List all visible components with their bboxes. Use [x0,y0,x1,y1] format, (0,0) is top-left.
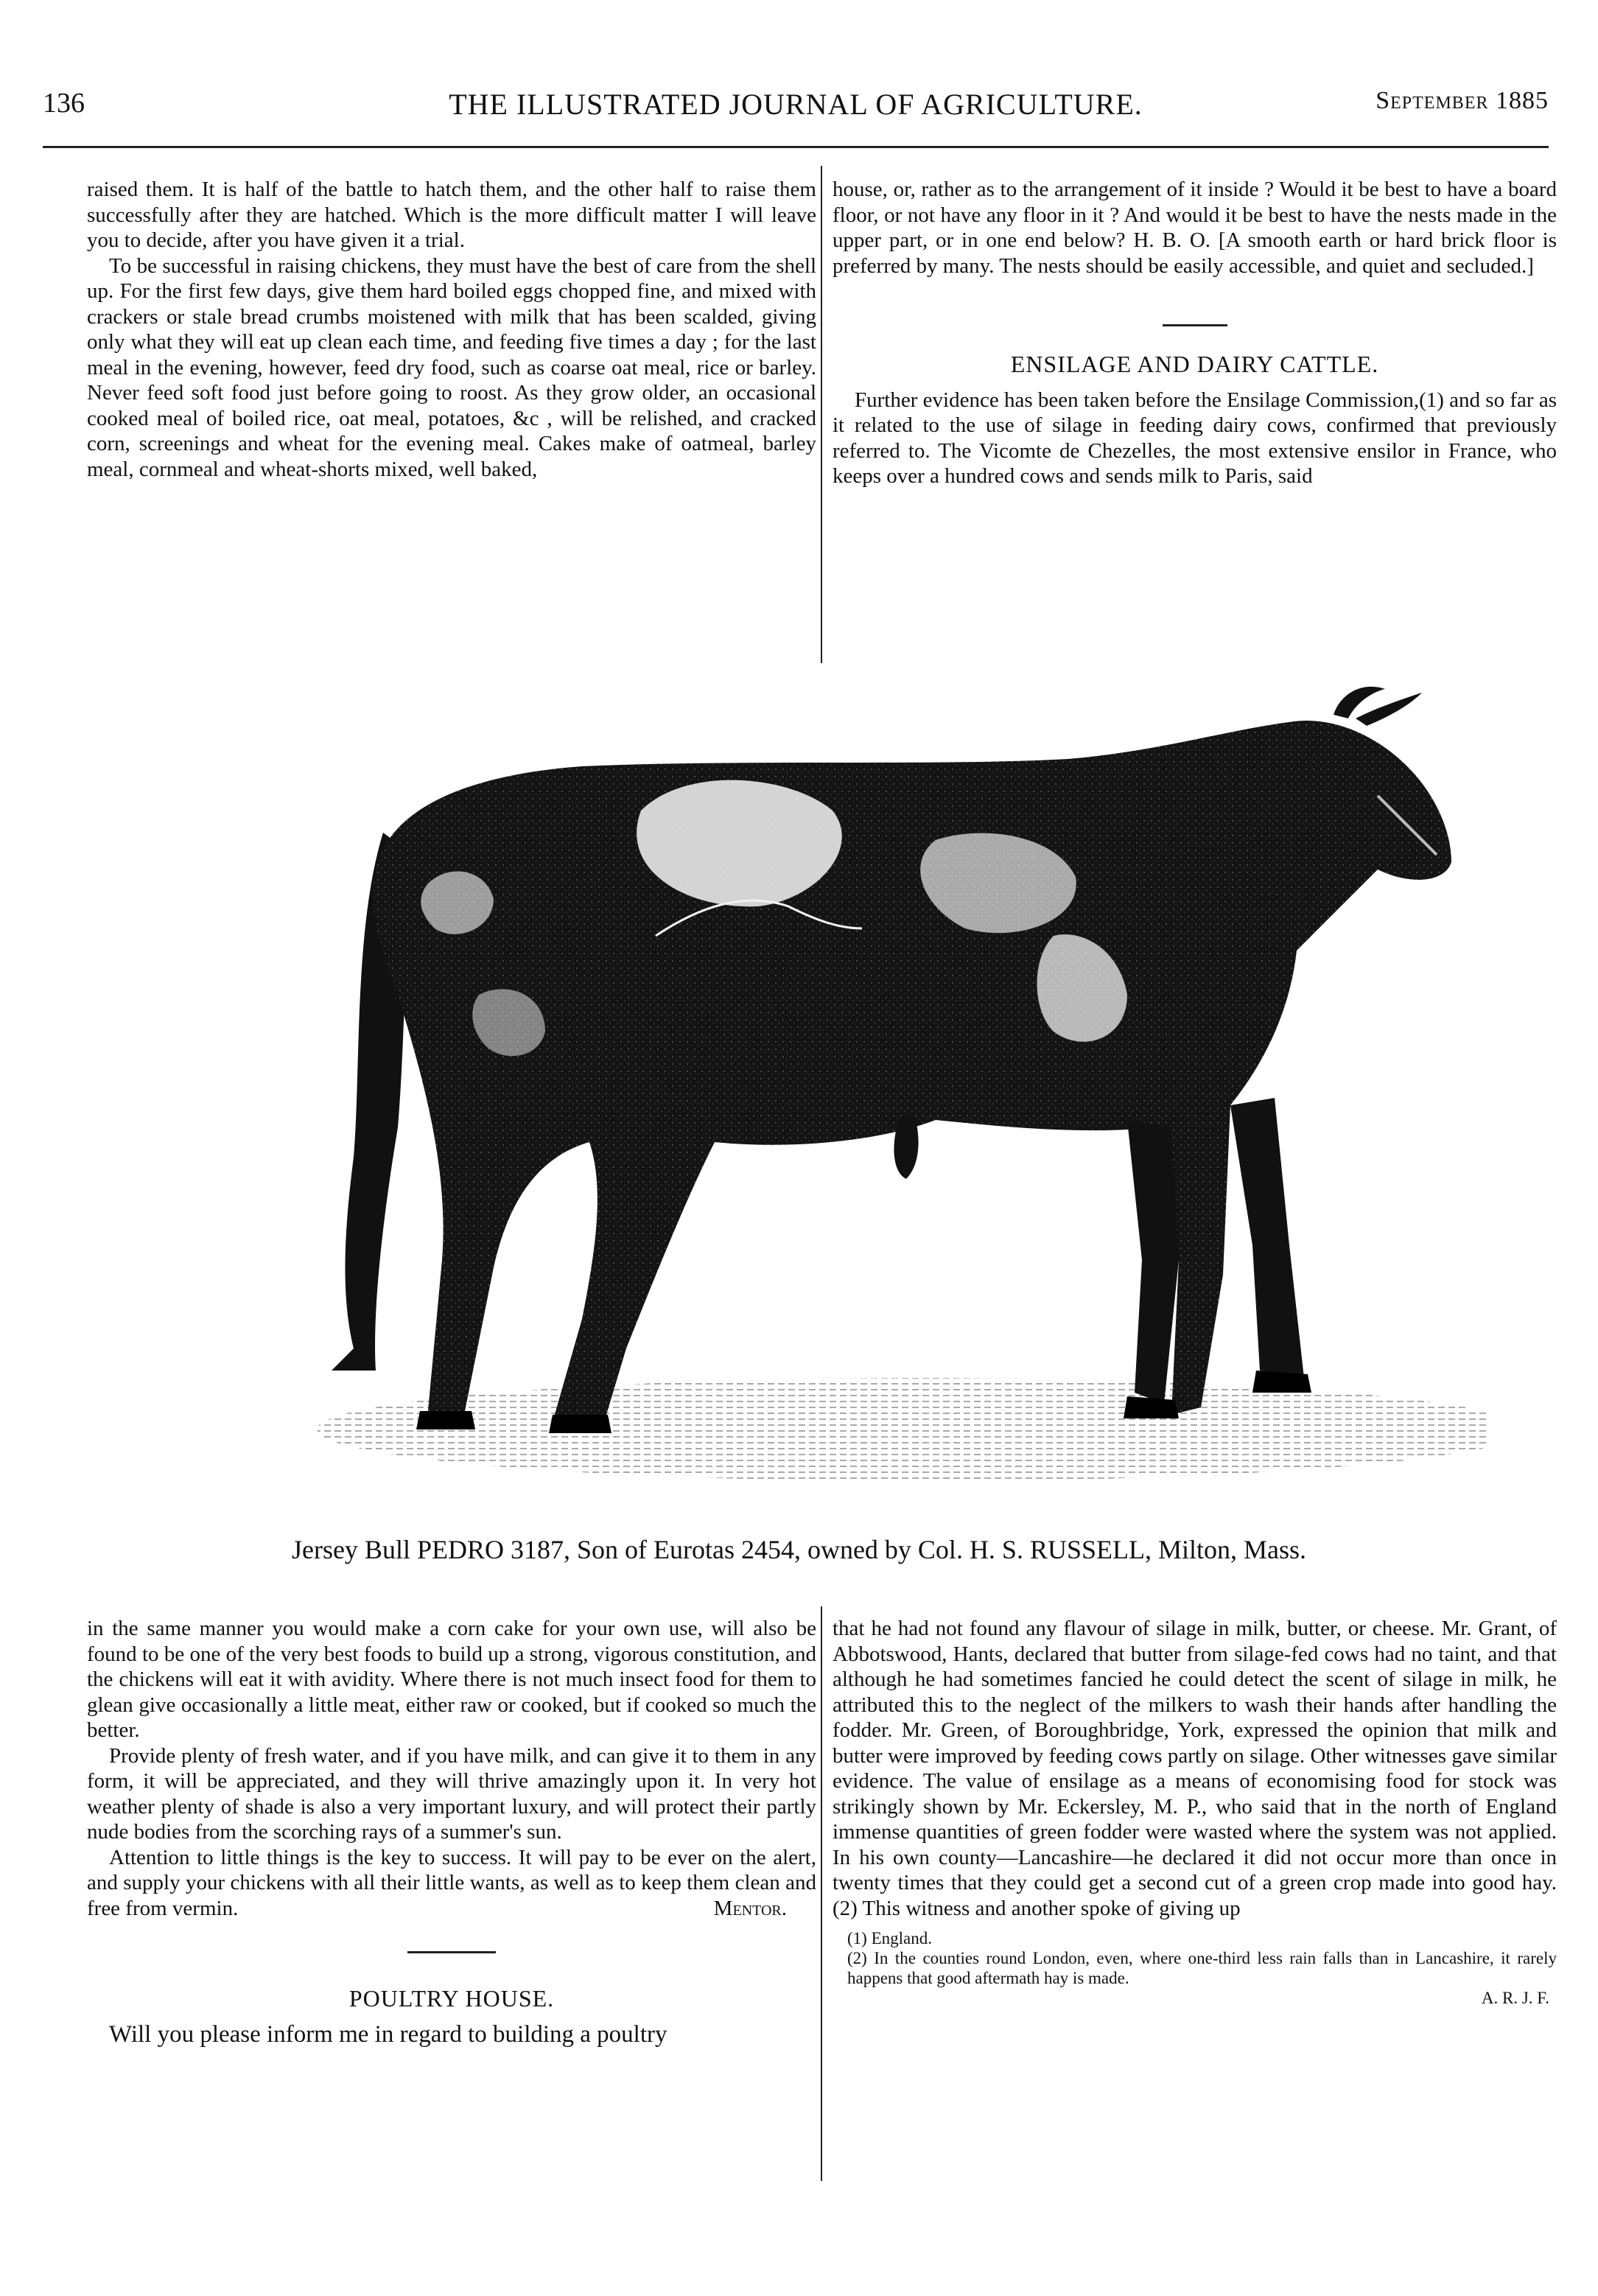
paragraph: To be successful in raising chickens, they must have the best of care from the shell up. For the first few days, give them hard boiled eggs chopped fine, and mixed with crackers or stale bread crumbs moistened with milk that has been scalded, giving only what they will eat up clean each time, and feeding five times a day ; for the last meal in the evening, however, feed dry food, such as coarse oat meal, rice or barley. Never feed soft food just before going to roost. As they grow older, an occasional cooked meal of boiled rice, oat meal, potatoes, &c , will be relished, and cracked corn, screenings and wheat for the evening meal. Cakes make of oatmeal, barley meal, cornmeal and wheat-shorts mixed, well baked, [87,253,816,481]
journal-title: THE ILLUSTRATED JOURNAL OF AGRICULTURE. [449,88,1143,121]
paragraph: house, or, rather as to the arrangement of it inside ? Would it be best to have a board floor, or not have any floor in it ? And would it be best to have the nests made in the upper part, or in one end below? H. B. O. [A smooth earth or hard brick floor is preferred by many. The nests should be easily accessible, and quiet and secluded.] [833,178,1557,278]
paragraph: raised them. It is half of the battle to hatch them, and the other half to raise them successfully after they are hatched. Which is the more difficult matter I will leave you to decide, after you have given it a trial. [87,178,816,252]
bottom-left-column [87,1616,816,2049]
bottom-right-column [833,1616,1557,2008]
jersey-bull-illustration [273,685,1488,1518]
paragraph: Further evidence has been taken before the Ensilage Commission,(1) and so far as it related to the use of silage in feeding dairy cows, confirmed that previously referred to. The Vicomte de Chezelles, the most extensive ensilor in France, who keeps over a hundred cows and sends milk to Paris, said [833,388,1557,488]
bull-engraving [273,685,1488,1518]
top-left-column [87,177,816,482]
paragraph: Will you please inform me in regard to building a poultry [109,2021,667,2048]
column-divider [821,166,822,663]
paragraph: Attention to little things is the key to success. It will pay to be ever on the alert, and supply your chickens with all their little wants, as well as to keep them clean and free from vermin. [87,1845,816,1920]
column-divider [821,1606,822,2181]
section-heading: POULTRY HOUSE. [348,1984,555,2012]
page-number: 136 [43,88,85,119]
footnote: (2) In the counties round London, even, where one-third less rain falls than in Lancashire, it rarely happens that good aftermath hay is made. [847,1949,1557,1987]
top-right-column [833,177,1557,489]
illustration-caption: Jersey Bull PEDRO 3187, Son of Eurotas 2454, owned by Col. H. S. RUSSELL, Milton, Mass. [291,1535,1307,1564]
section-heading: ENSILAGE AND DAIRY CATTLE. [1010,351,1379,377]
paragraph: Provide plenty of fresh water, and if you have milk, and can give it to them in any form, it will be appreciated, and they will thrive amazingly upon it. In very hot weather plenty of shade is also a very important luxury, and will protect their partly nude bodies from the scorching rays of a summer's sun. [87,1743,816,1844]
page-header [43,87,1549,131]
author-signature: Mentor. [713,1897,787,1920]
section-rule [1163,324,1227,326]
footnote: (1) England. [847,1929,932,1947]
paragraph: that he had not found any flavour of silage in milk, butter, or cheese. Mr. Grant, of Abbotswood, Hants, declared that butter from silage-fed cows had no taint, and that although he had sometimes fancied he could detect the scent of silage in milk, he attributed this to the neglect of the milkers to wash their hands after handling the fodder. Mr. Green, of Boroughbridge, York, expressed the opinion that milk and butter were improved by feeding cows partly on silage. Other witnesses gave similar evidence. The value of ensilage as a means of economising food for stock was strikingly shown by Mr. Eckersley, M. P., who said that in the north of England immense quantities of green fodder were wasted where the system was not applied. In his own county—Lancashire—he declared it did not occur more than once in twenty times that they could get a second cut of a green crop made into good hay. (2) This witness and another spoke of giving up [833,1617,1557,1920]
footnote-signature: A. R. J. F. [1481,1989,1549,2007]
footnotes [833,1928,1557,2007]
issue-date: September 1885 [1376,87,1549,114]
paragraph: in the same manner you would make a corn cake for your own use, will also be found to be one of the very best foods to build up a strong, vigorous constitution, and the chickens will eat it with avidity. Where there is not much insect food for them to glean give occasionally a little meat, either raw or cooked, but if cooked so much the better. [87,1617,816,1742]
header-rule [43,146,1549,148]
section-rule [407,1951,496,1953]
